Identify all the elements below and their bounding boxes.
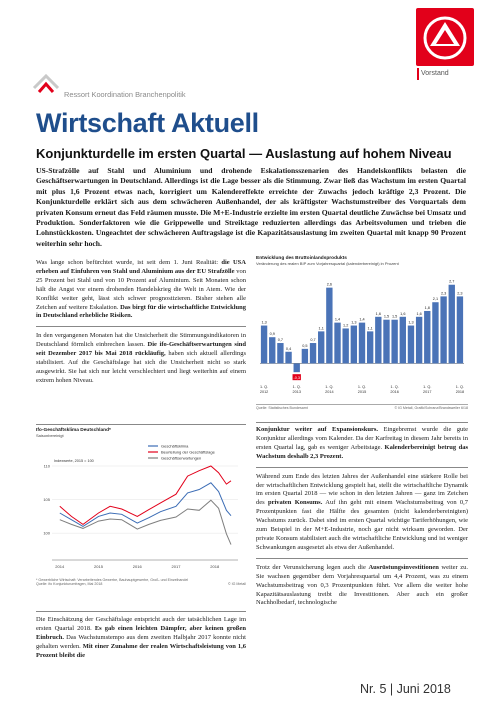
right-paragraph-2 — [256, 473, 468, 553]
gdp-x-tick-quarter: 1. Q. — [357, 385, 367, 389]
p1-text-a: Was lange schon befürchtet wurde, ist seit dem 1. Juni Realität: — [36, 259, 222, 266]
ifo-credit: © IG Metall — [227, 582, 246, 586]
ifo-x-tick: 2015 — [94, 564, 103, 569]
r2-text-b: privaten Konsums. — [267, 499, 323, 507]
r3-text-a: Trotz der Verunsicherung legen auch die — [256, 563, 369, 571]
gdp-value-label: 1,1 — [367, 326, 373, 331]
ifo-line-chart — [36, 438, 246, 578]
paragraph-1 — [36, 259, 246, 321]
gdp-bar — [302, 349, 308, 364]
gdp-x-tick-year: 2015 — [357, 390, 367, 394]
gdp-value-label: 2,7 — [449, 279, 455, 284]
ifo-figure-title: Ifo-Geschäftsklima Deutschland* — [36, 428, 111, 433]
r1-text-a: Konjunktur weiter auf Expansionskurs. — [256, 426, 379, 433]
gdp-bar-chart — [256, 266, 468, 404]
gdp-bar — [440, 296, 446, 363]
p3-text-c: Das Wachstumstempo aus dem zweiten Halbjahr 2017 konnte nicht gehalten werden. — [36, 633, 246, 650]
gdp-value-label: 0,9 — [269, 332, 275, 337]
r3-text-b: Ausrüstungsinvestitionen — [368, 563, 439, 571]
paragraph-2 — [36, 332, 246, 385]
p2-text-c: haben sich aktuell allerdings stabilisiert. Auf die Geschäftslage hat sich die Unsicherheit nicht so stark ausgewirkt. Sie hat sich nur leicht verschlechtert und liegt weiterhin auf einem extrem hohen Niveau. — [36, 350, 246, 384]
ifo-x-tick: 2016 — [132, 564, 142, 569]
ifo-y-tick: 100 — [43, 530, 50, 536]
ifo-axis-note: Indexwerte, 2015 = 100 — [54, 459, 94, 463]
gdp-bar — [359, 323, 365, 364]
p3-text-d: Mit einer Zunahme der realen Wirtschaftsleistung von 1,6 Prozent bleibt die — [36, 642, 246, 659]
p1-text-b: die USA erheben auf Einfuhren von Stahl und Aluminium aus der EU Strafzölle — [36, 259, 246, 275]
gdp-bar — [383, 320, 389, 364]
ig-metall-logo — [416, 8, 474, 66]
left-column-bottom — [36, 616, 246, 666]
ifo-figure — [36, 424, 246, 612]
gdp-bar — [457, 296, 463, 363]
r1-text-c: Kalenderbereinigt betrug das Wachstum deshalb 2,3 Prozent. — [256, 443, 468, 460]
gdp-bar — [408, 326, 414, 364]
ifo-legend-label: Geschäftsklima — [161, 443, 189, 449]
gdp-value-label: 1,3 — [408, 320, 414, 325]
ifo-footnote: * Gewerbliche Wirtschaft: Verarbeitendes Gewerbe, Bauhauptgewerbe, Groß- und Einzelhandel — [36, 578, 189, 582]
p2-text-b: Die ifo-Geschäftserwartungen sind seit Dezember 2017 bis Mai 2018 rückläufig, — [36, 341, 246, 358]
gdp-x-tick-year: 2012 — [259, 390, 269, 394]
gdp-bar — [269, 337, 275, 363]
gdp-value-label: 0,4 — [285, 346, 292, 351]
article-headline: Konjunkturdelle im ersten Quartal — Auslastung auf hohem Niveau — [36, 146, 452, 161]
paragraph-3 — [36, 616, 246, 661]
gdp-value-label: 1,2 — [343, 323, 349, 328]
gdp-bar — [294, 363, 300, 372]
gdp-source: Quelle: Statistisches Bundesamt — [256, 406, 308, 410]
divider-right — [256, 422, 468, 423]
ifo-x-tick: 2017 — [171, 564, 181, 569]
newsletter-title: Wirtschaft Aktuell — [36, 108, 259, 138]
p3-text-a: Die Einschätzung der Geschäftslage entspricht auch der tatsächlichen Lage im ersten Quartal 2018. — [36, 616, 246, 632]
ifo-series-line — [60, 466, 231, 524]
gdp-bar — [449, 285, 455, 364]
gdp-bar — [334, 323, 340, 364]
gdp-figure — [256, 256, 468, 416]
gdp-value-label: 1,6 — [375, 311, 381, 316]
p2-text-a: In den vergangenen Monaten hat die Unsicherheit die Stimmungsindikatoren in Deutschland förmlich einbrechen lassen. — [36, 332, 246, 349]
ifo-legend-label: Geschäftserwartungen — [161, 455, 202, 461]
gdp-x-tick-quarter: 1. Q. — [455, 385, 465, 389]
gdp-bar — [375, 317, 381, 364]
gdp-bar — [416, 317, 422, 364]
issue-number: Nr. 5 | Juni 2018 — [360, 682, 451, 696]
gdp-x-tick-year: 2016 — [390, 390, 399, 394]
gdp-value-label: 0,7 — [277, 338, 284, 343]
gdp-x-tick-year: 2013 — [292, 390, 301, 394]
gdp-x-tick-year: 2014 — [325, 390, 334, 394]
gdp-bar — [432, 302, 438, 363]
gdp-x-tick-quarter: 1. Q. — [292, 385, 301, 389]
ifo-x-tick: 2018 — [210, 564, 220, 569]
ifo-x-tick: 2014 — [55, 564, 65, 569]
ifo-source: Quelle: ifo Konjunkturumfragen, Mai 2018 — [36, 582, 103, 586]
gdp-value-label: 1,5 — [383, 314, 390, 319]
gdp-bar — [351, 326, 357, 364]
gdp-value-label: 2,3 — [457, 291, 463, 296]
gdp-bar — [326, 288, 332, 364]
gdp-value-label: 1,5 — [391, 314, 398, 319]
gdp-bar — [285, 352, 291, 364]
p1-text-d: Das birgt für die wirtschaftliche Entwicklung in Deutschland erhebliche Risiken. — [36, 303, 246, 320]
r3-text-c: weiter zu. Sie wachsen gegenüber dem Vorjahresquartal um 4,4 Prozent, was zu einem Wachstumsbeitrag von 0,3 Prozentpunkten führt. Vor allem die weiter hohe Kapazitätsauslastung treibt die Investitionen. Aber auch ein großer Nachholbedarf, technologische — [256, 563, 468, 607]
left-column-top — [36, 259, 246, 391]
gdp-bar — [318, 331, 324, 363]
gdp-value-label: 1,6 — [400, 311, 406, 316]
p3-text-b: Es gab einen leichten Dämpfer, aber keinen großen Einbruch. — [36, 624, 246, 641]
r1-text-b: Eingebremst wurde die gute Konjunktur allerdings vom Kalender. Da der Karfreitag in diesem Jahr bereits in ersten Quartal lag, gab es weniger Arbeitstage. — [256, 426, 468, 451]
org-unit: Vorstand — [421, 70, 449, 77]
gdp-bar — [391, 320, 397, 364]
gdp-value-label: 0,5 — [302, 343, 308, 348]
gdp-x-tick-quarter: 1. Q. — [423, 385, 432, 389]
article-lead: US-Strafzölle auf Stahl und Aluminium und drohende Eskalationsszenarien des Handelskonflikts belasten die Geschäftserwartungen in Deutschland. Allerdings ist die Lage besser als die Stimmung. Zwar ließ das Wachstum im ersten Quartal mit plus 1,6 Prozent etwas nach, korrigiert um Kalendereffekte erreichte der Zuwachs jedoch kräftige 2,3 Prozent. Die Konjunkturdelle erklärt sich aus dem schwächeren Außenhandel, der als kräftigster Wachstumstreiber des Vorquartals dem privaten Konsum erneut das Feld räumen musste. Die M+E-Industrie erzielte im ersten Quartal deutliche Zuwächse bei Umsatz und Produktion. Sonderfaktoren wie die Grippewelle und Streiktage reduzierten allerdings das Arbeitsvolumen und trieben die Lohnstückkosten. Ungeachtet der schwächeren Auftragslage ist die Kapazitätsauslastung im zweiten Quartal mit knapp 90 Prozent weiterhin sehr hoch. — [36, 166, 466, 248]
gdp-x-tick-year: 2017 — [423, 390, 432, 394]
gdp-bar — [367, 331, 373, 363]
gdp-credit: © IG Metall, Grafik/Schranz/Brandsweiler 6/18 — [394, 406, 468, 410]
ifo-y-tick: 105 — [43, 497, 50, 503]
gdp-x-tick-quarter: 1. Q. — [259, 385, 269, 389]
right-paragraph-1 — [256, 426, 468, 462]
ig-metall-logo-mark — [416, 8, 474, 66]
ressort-logo-icon — [30, 72, 62, 98]
ifo-legend-label: Beurteilung der Geschäftslage — [161, 449, 215, 455]
right-column — [256, 422, 468, 613]
gdp-value-label: 1,3 — [261, 320, 267, 325]
r2-text-a: Während zum Ende des letzten Jahres der Außenhandel eine stärkere Rolle bei der wirtschaftlichen Entwicklung gespielt hat, stellt die wirtschaftliche Dynamik im ersten Quartal 2018 — wie schon in den letzten Jahren — ganz im Zeichen des — [256, 472, 468, 507]
divider-right-3 — [256, 558, 468, 559]
gdp-figure-title: Entwicklung des Bruttoinlandsprodukts — [256, 256, 347, 261]
gdp-x-tick-quarter: 1. Q. — [325, 385, 334, 389]
gdp-value-label: 1,3 — [351, 320, 357, 325]
r2-text-c: Auf ihn geht mit einem Wachstumsbeitrag von 0,7 Prozentpunkten fast die Hälfte des gesamten (nicht kalenderbereinigten) Wachstums zurück. Dabei sind im ersten Quartal wichtige Tariferhöhungen, wie zum Beispiel in der M+E-Industrie, noch gar nicht wirksam geworden. Der private Konsum stabilisiert auch die wirtschaftliche Entwicklung und ist weniger Schwankungen ausgesetzt als etwa der Außenhandel. — [256, 499, 468, 551]
gdp-value-label: 2,6 — [326, 282, 333, 287]
gdp-value-label: 2,1 — [432, 297, 439, 302]
gdp-value-label: 1,1 — [318, 326, 324, 331]
right-paragraph-3 — [256, 564, 468, 609]
gdp-x-tick-year: 2018 — [455, 390, 465, 394]
gdp-value-label: 1,4 — [359, 317, 365, 322]
gdp-value-label: 2,3 — [440, 291, 447, 296]
gdp-bar — [342, 328, 348, 363]
gdp-bar — [310, 343, 316, 363]
p1-text-c: von 25 Prozent bei Stahl und von 10 Prozent auf Aluminium. Seit Monaten schon hält die Angst vor einem drohenden Handelskrieg die Welt in Atem. Wie der Konflikt weiter geht, lässt sich schwer prognostizieren. Bisher stehen alle Zeichen auf weitere Eskalation. — [36, 267, 247, 311]
gdp-bar — [424, 311, 430, 363]
gdp-bar — [261, 326, 267, 364]
gdp-x-tick-quarter: 1. Q. — [390, 385, 399, 389]
gdp-value-label: 0,7 — [310, 338, 316, 343]
gdp-value-label: -0,3 — [293, 376, 300, 381]
gdp-value-label: 1,6 — [416, 311, 422, 316]
gdp-value-label: 1,8 — [424, 305, 430, 310]
gdp-bar — [277, 343, 283, 363]
gdp-value-label: 1,4 — [334, 317, 341, 322]
vorstand-bar — [417, 68, 419, 80]
ifo-y-tick: 110 — [43, 463, 50, 469]
gdp-bar — [400, 317, 406, 364]
ifo-figure-subtitle: Saisonbereinigt — [36, 433, 64, 438]
gdp-figure-subtitle: Veränderung des realen BIP zum Vorjahresquartal (kalenderbereinigt) in Prozent — [256, 261, 399, 266]
divider-right-2 — [256, 467, 468, 468]
department-name: Ressort Koordination Branchenpolitik — [64, 90, 186, 99]
divider — [36, 326, 246, 327]
